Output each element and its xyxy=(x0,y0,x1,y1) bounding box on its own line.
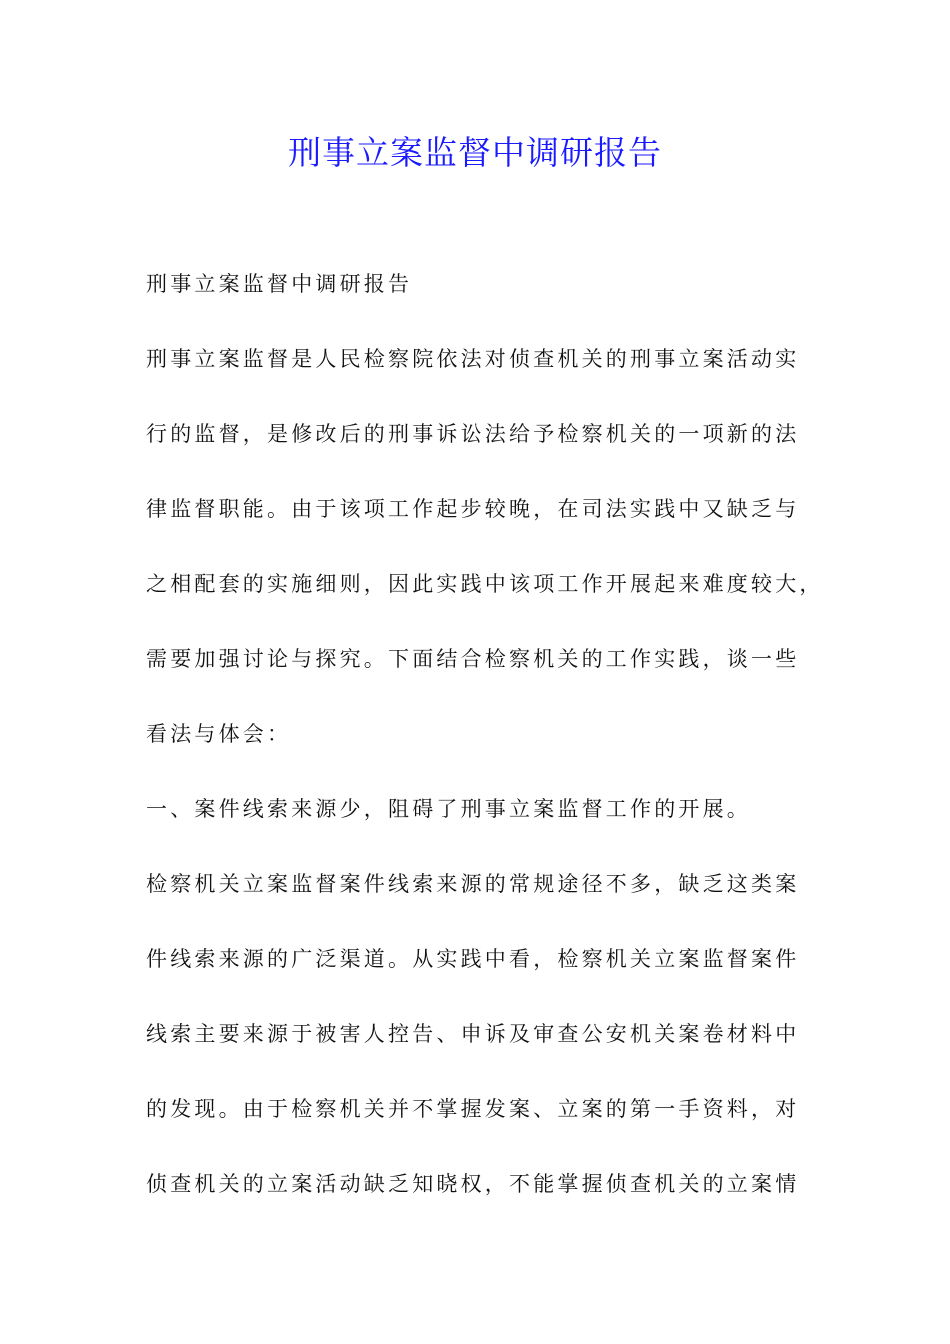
paragraph-line: 线索主要来源于被害人控告、申诉及审查公安机关案卷材料中 xyxy=(146,1022,800,1046)
paragraph-line: 之相配套的实施细则，因此实践中该项工作开展起来难度较大， xyxy=(146,572,824,596)
paragraph-line: 检察机关立案监督案件线索来源的常规途径不多，缺乏这类案 xyxy=(146,872,800,896)
paragraph-line: 刑事立案监督是人民检察院依法对侦查机关的刑事立案活动实 xyxy=(146,347,800,371)
paragraph-line: 需要加强讨论与探究。下面结合检察机关的工作实践，谈一些 xyxy=(146,647,800,671)
paragraph-line: 看法与体会： xyxy=(146,722,292,746)
paragraph-line: 件线索来源的广泛渠道。从实践中看，检察机关立案监督案件 xyxy=(146,947,800,971)
paragraph-line: 侦查机关的立案活动缺乏知晓权，不能掌握侦查机关的立案情 xyxy=(146,1172,800,1196)
paragraph-line: 行的监督，是修改后的刑事诉讼法给予检察机关的一项新的法 xyxy=(146,422,800,446)
document-title: 刑事立案监督中调研报告 xyxy=(288,133,662,172)
section-heading-line: 一、案件线索来源少，阻碍了刑事立案监督工作的开展。 xyxy=(146,797,751,821)
paragraph-line: 的发现。由于检察机关并不掌握发案、立案的第一手资料，对 xyxy=(146,1097,800,1121)
paragraph-line: 律监督职能。由于该项工作起步较晚，在司法实践中又缺乏与 xyxy=(146,497,800,521)
subtitle-line: 刑事立案监督中调研报告 xyxy=(146,272,413,296)
